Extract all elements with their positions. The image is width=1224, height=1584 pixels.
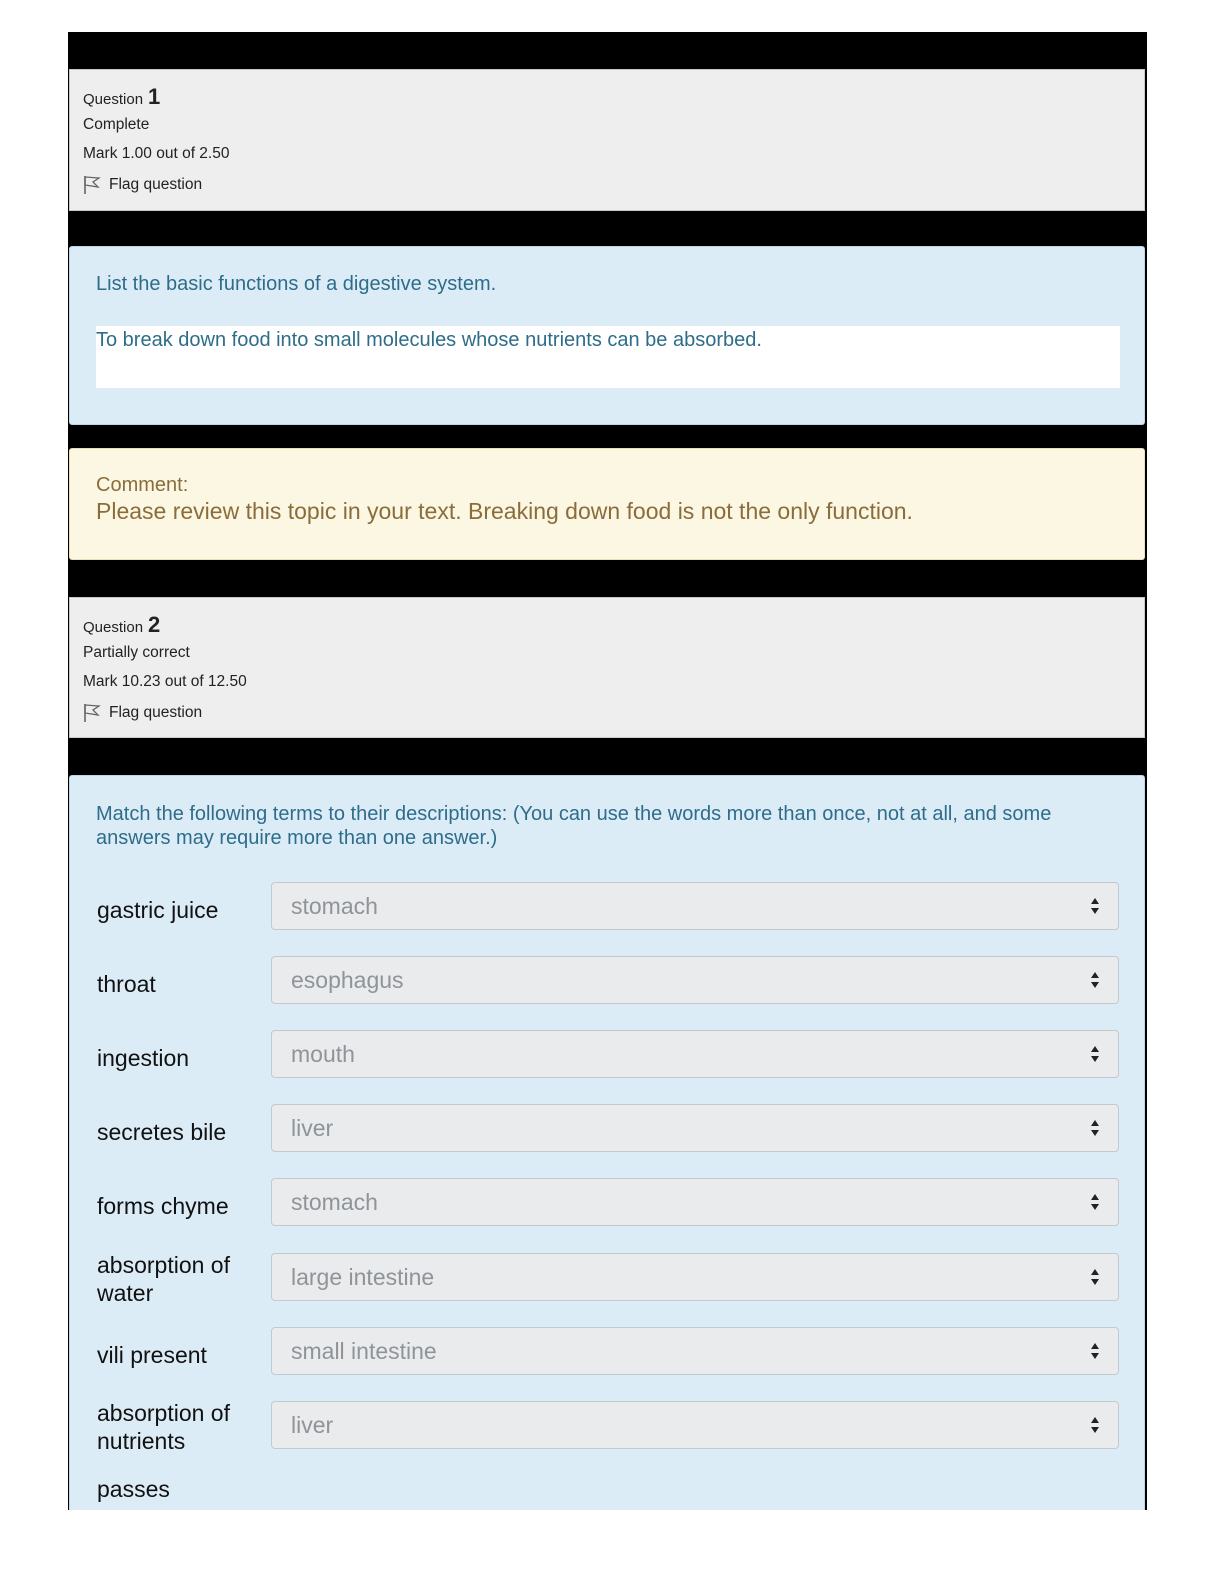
flag-icon bbox=[83, 175, 101, 195]
match-term: secretes bile bbox=[97, 1119, 227, 1145]
match-term: vili present bbox=[97, 1342, 207, 1368]
match-select[interactable] bbox=[271, 1253, 1119, 1301]
match-term: gastric juice bbox=[97, 897, 219, 923]
comment-text: Please review this topic in your text. Breaking down food is not the only function. bbox=[96, 498, 913, 524]
select-arrows-icon bbox=[1090, 1342, 1100, 1360]
question-number: 2 bbox=[148, 612, 161, 637]
select-arrows-icon bbox=[1090, 1268, 1100, 1286]
match-term: forms chyme bbox=[97, 1193, 229, 1219]
match-row bbox=[96, 882, 1120, 930]
question-1-status: Complete bbox=[83, 116, 150, 133]
flag-icon bbox=[83, 703, 101, 723]
select-arrows-icon bbox=[1090, 971, 1100, 989]
match-row bbox=[96, 1104, 1120, 1152]
question-2-status: Partially correct bbox=[83, 644, 190, 661]
select-arrows-icon bbox=[1090, 1416, 1100, 1434]
question-2-mark: Mark 10.23 out of 12.50 bbox=[83, 673, 247, 690]
select-arrows-icon bbox=[1090, 1119, 1100, 1137]
match-row bbox=[96, 1178, 1120, 1226]
selected-value: small intestine bbox=[291, 1338, 437, 1364]
match-select[interactable] bbox=[271, 956, 1119, 1004]
selected-value: liver bbox=[291, 1412, 334, 1438]
match-select[interactable] bbox=[271, 1401, 1119, 1449]
question-label: Question bbox=[83, 619, 144, 636]
selected-value: large intestine bbox=[291, 1264, 435, 1290]
match-select[interactable] bbox=[271, 1104, 1119, 1152]
match-select[interactable] bbox=[271, 1030, 1119, 1078]
question-1-answer-field[interactable]: To break down food into small molecules whose nutrients can be absorbed. bbox=[96, 326, 1120, 388]
selected-value: stomach bbox=[291, 1189, 378, 1215]
match-row bbox=[96, 1400, 1120, 1454]
flag-question-label: Flag question bbox=[109, 704, 203, 721]
selected-value: liver bbox=[291, 1115, 334, 1141]
question-1-flag-button[interactable] bbox=[83, 168, 1131, 202]
quiz-review-page bbox=[68, 32, 1147, 1510]
question-1-number bbox=[83, 84, 1131, 110]
match-select[interactable] bbox=[271, 882, 1119, 930]
question-1-text: List the basic functions of a digestive system. bbox=[96, 273, 497, 295]
question-1-content bbox=[69, 246, 1145, 425]
question-number: 1 bbox=[148, 84, 161, 109]
question-2-flag-button[interactable] bbox=[83, 696, 1131, 730]
question-2-info bbox=[69, 597, 1145, 738]
match-row bbox=[96, 1327, 1120, 1375]
selected-value: esophagus bbox=[291, 967, 404, 993]
selected-value: mouth bbox=[291, 1041, 355, 1067]
match-row bbox=[96, 956, 1120, 1004]
comment-label: Comment: bbox=[96, 474, 189, 496]
match-select[interactable] bbox=[271, 1327, 1119, 1375]
match-select[interactable] bbox=[271, 1178, 1119, 1226]
select-arrows-icon bbox=[1090, 1045, 1100, 1063]
flag-question-label: Flag question bbox=[109, 176, 203, 193]
question-2-content bbox=[69, 775, 1145, 1510]
question-label: Question bbox=[83, 91, 144, 108]
match-term: absorption of nutrients bbox=[97, 1400, 230, 1454]
match-row bbox=[96, 1252, 1120, 1306]
question-1-info bbox=[69, 69, 1145, 211]
match-term-partial: passes bbox=[97, 1476, 170, 1502]
match-term: absorption of water bbox=[97, 1252, 230, 1306]
question-2-number bbox=[83, 612, 1131, 638]
select-arrows-icon bbox=[1090, 897, 1100, 915]
selected-value: stomach bbox=[291, 893, 378, 919]
feedback-comment bbox=[69, 448, 1145, 560]
match-term: throat bbox=[97, 971, 156, 997]
match-row bbox=[96, 1030, 1120, 1078]
question-2-text: Match the following terms to their descriptions: (You can use the words more than once, not at all, and some answers may require more than one answer.) bbox=[96, 803, 1052, 849]
question-1-mark: Mark 1.00 out of 2.50 bbox=[83, 145, 230, 162]
select-arrows-icon bbox=[1090, 1193, 1100, 1211]
match-term: ingestion bbox=[97, 1045, 190, 1071]
